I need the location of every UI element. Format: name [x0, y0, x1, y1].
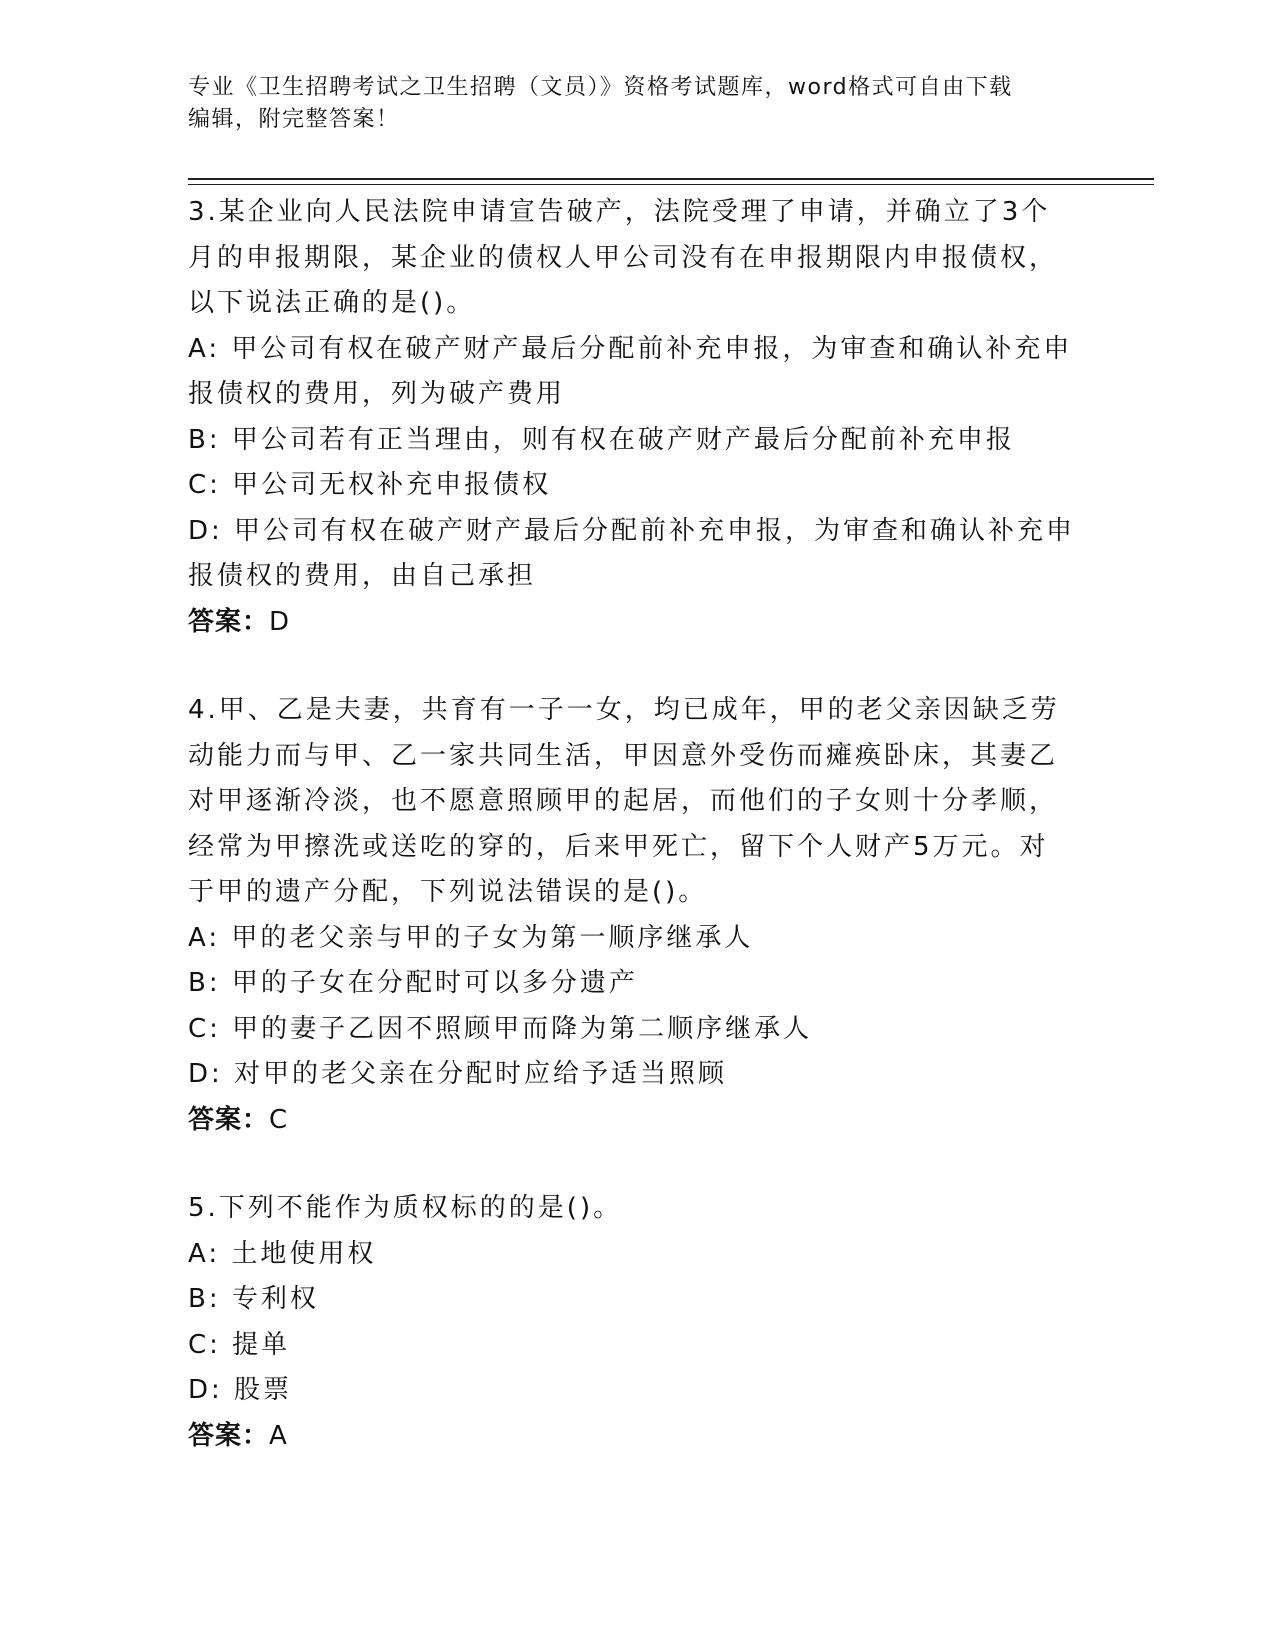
question-stem-line: 3.某企业向人民法院申请宣告破产，法院受理了申请，并确立了3个: [188, 197, 1051, 227]
question-3: [188, 190, 1088, 645]
header-line-1: 专业《卫生招聘考试之卫生招聘（文员）》资格考试题库，word格式可自由下载: [188, 75, 1013, 100]
question-4: [188, 688, 1088, 1143]
option-c: C: 提单: [188, 1329, 291, 1360]
header-rule-thick: [188, 178, 1154, 180]
question-stem-line: 经常为甲擦洗或送吃的穿的，后来甲死亡，留下个人财产5万元。对: [188, 831, 1049, 862]
question-stem-line: 4.甲、乙是夫妻，共育有一子一女，均已成年，甲的老父亲因缺乏劳: [188, 695, 1060, 725]
answer-line: [188, 1414, 1088, 1460]
header-rule-thin: [188, 184, 1154, 185]
answer-line: [188, 600, 1088, 646]
option-a: A: 土地使用权: [188, 1238, 377, 1269]
option-a: A: 甲的老父亲与甲的子女为第一顺序继承人: [188, 922, 754, 953]
question-stem-line: 动能力而与甲、乙一家共同生活，甲因意外受伤而瘫痪卧床，其妻乙: [188, 740, 1059, 771]
question-stem-line: 于甲的遗产分配，下列说法错误的是()。: [188, 877, 708, 907]
question-stem-line: 以下说法正确的是()。: [188, 288, 476, 318]
answer-value: D: [269, 606, 291, 637]
option-d: D: 股票: [188, 1375, 293, 1405]
option-b: B: 甲公司若有正当理由，则有权在破产财产最后分配前补充申报: [188, 424, 1015, 455]
answer-value: C: [269, 1104, 289, 1135]
question-list: [188, 190, 1088, 1502]
answer-label: 答案：: [188, 1104, 270, 1135]
option-c: C: 甲的妻子乙因不照顾甲而降为第二顺序继承人: [188, 1013, 813, 1044]
option-b: B: 甲的子女在分配时可以多分遗产: [188, 968, 638, 998]
option-d-continued: 报债权的费用，由自己承担: [188, 561, 537, 591]
question-stem-line: 对甲逐渐冷淡，也不愿意照顾甲的起居，而他们的子女则十分孝顺，: [188, 786, 1059, 816]
answer-label: 答案：: [188, 606, 270, 637]
question-stem-line: 5.下列不能作为质权标的的是()。: [188, 1193, 623, 1223]
option-d: D: 甲公司有权在破产财产最后分配前补充申报，为审查和确认补充申: [188, 515, 1076, 546]
question-5: [188, 1186, 1088, 1459]
option-d: D: 对甲的老父亲在分配时应给予适当照顾: [188, 1059, 728, 1089]
option-a-continued: 报债权的费用，列为破产费用: [188, 379, 566, 409]
option-b: B: 专利权: [188, 1284, 319, 1314]
option-a: A: 甲公司有权在破产财产最后分配前补充申报，为审查和确认补充申: [188, 333, 1073, 364]
question-stem-line: 月的申报期限，某企业的债权人甲公司没有在申报期限内申报债权，: [188, 242, 1059, 273]
answer-value: A: [269, 1420, 288, 1451]
answer-line: [188, 1098, 1088, 1144]
option-c: C: 甲公司无权补充申报债权: [188, 470, 552, 500]
answer-label: 答案：: [188, 1420, 270, 1451]
document-header: [188, 72, 1088, 136]
header-line-2: 编辑，附完整答案！: [188, 107, 400, 132]
